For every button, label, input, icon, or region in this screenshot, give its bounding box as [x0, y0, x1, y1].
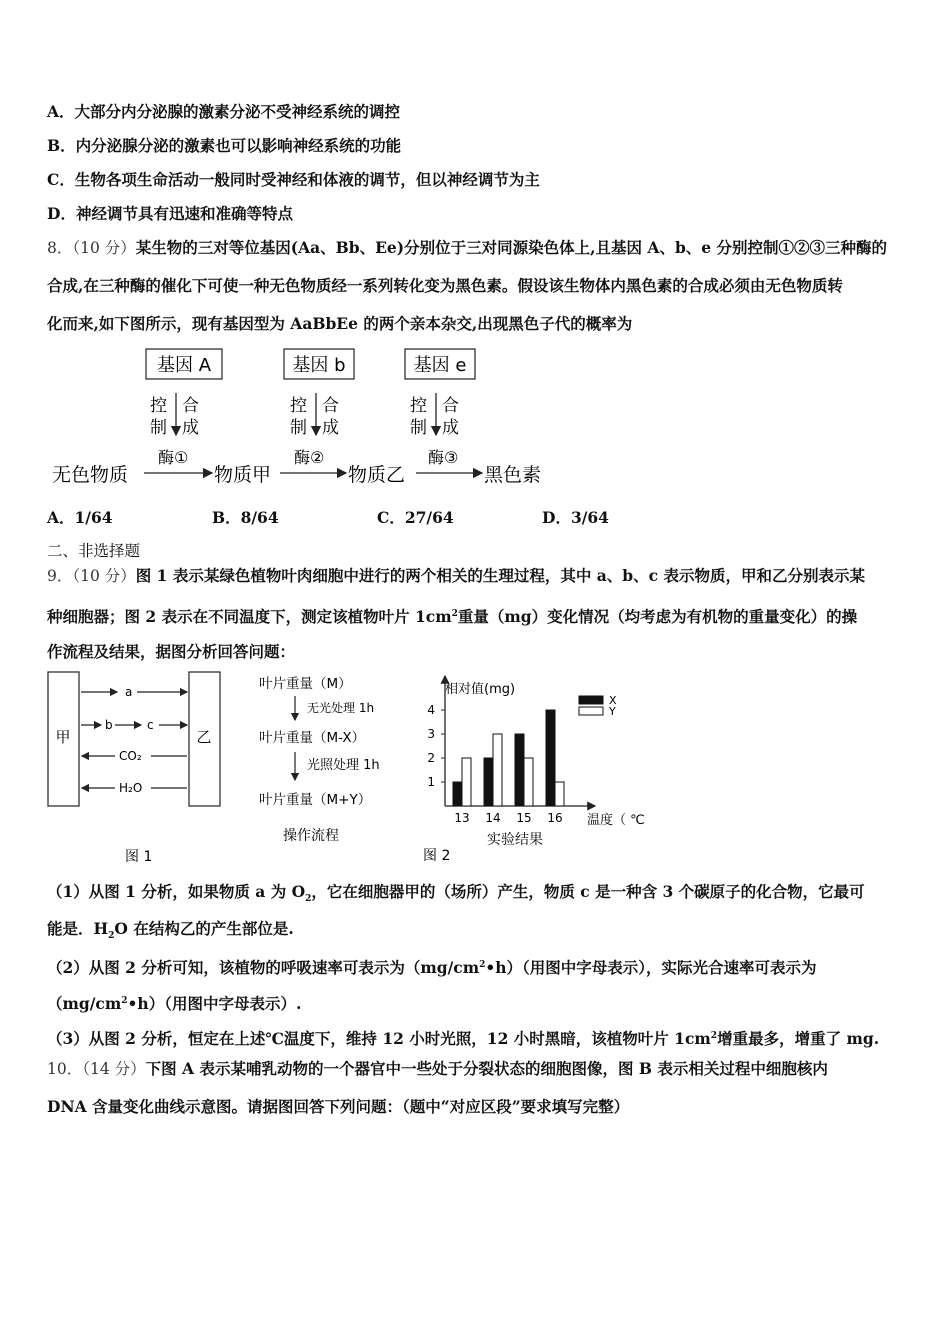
arrow-h2o [82, 781, 187, 795]
x-axis-label: 温度（ ℃ [587, 813, 645, 828]
control-arrow-2 [290, 393, 339, 438]
control-arrow-3 [410, 393, 459, 438]
x-tick-label: 14 [485, 811, 501, 825]
legend-x-swatch [579, 696, 603, 704]
substance-melanin: 黑色素 [484, 464, 542, 486]
q8-line-1: 8．（10 分）某生物的三对等位基因(Aa、Bb、Ee)分别位于三对同源染色体上,且基因 A、b、e 分别控制①②③三种酶的 [47, 238, 888, 257]
svg-text:合: 合 [182, 396, 199, 416]
legend-x-label: X [609, 694, 617, 707]
bar-x-15 [515, 734, 524, 806]
q9-figure-1 [45, 670, 230, 870]
svg-text:控: 控 [410, 396, 427, 416]
q8-option-a: A．1/64 [47, 508, 113, 527]
substance-yi: 物质乙 [348, 464, 406, 486]
gene-b-label: 基因 b [292, 355, 346, 376]
flow-step-5: 叶片重量（M+Y） [259, 792, 372, 808]
bar-x-13 [453, 782, 462, 806]
flow-step-4: 光照处理 1h [307, 758, 380, 773]
x-tick-label: 15 [516, 811, 532, 825]
gene-e-label: 基因 e [413, 355, 467, 376]
q10-line-2: DNA 含量变化曲线示意图。请据图回答下列问题：（题中“对应区段”要求填写完整） [47, 1097, 630, 1116]
figure-1-caption: 图 1 [125, 849, 153, 865]
bar-x-14 [484, 758, 493, 806]
q8-line-2: 合成,在三种酶的催化下可使一种无色物质经一系列转化变为黑色素。假设该生物体内黑色素的合成必须由无色物质转 [47, 276, 843, 295]
q7-option-d: D．神经调节具有迅速和准确等特点 [47, 204, 293, 223]
q9-number: 9．（10 分） [47, 567, 136, 585]
q10-line-1: 10．（14 分）下图 A 表示某哺乳动物的一个器官中一些处于分裂状态的细胞图像，图 B 表示相关过程中细胞核内 [47, 1059, 828, 1078]
svg-text:成: 成 [182, 418, 199, 438]
svg-text:b: b [105, 718, 113, 732]
q9-operation-flow [255, 670, 405, 850]
control-arrow-1 [150, 393, 199, 438]
bar-y-15 [524, 758, 533, 806]
bar-x-16 [546, 710, 555, 806]
svg-text:H₂O: H₂O [119, 781, 143, 795]
q9-sub2-line-2: $(mg/cm^2•h)$（用图中字母表示）. [47, 994, 302, 1014]
y-tick-label: 1 [427, 775, 435, 789]
bar-y-14 [493, 734, 502, 806]
svg-text:a: a [125, 685, 133, 699]
q8-option-b: B．8/64 [212, 508, 279, 527]
substance-colorless: 无色物质 [52, 464, 129, 486]
enzyme-1-label: 酶① [158, 448, 189, 467]
q8-number: 8．（10 分） [47, 239, 136, 257]
organelle-jia-label: 甲 [55, 728, 71, 746]
q7-option-a: A．大部分内分泌腺的激素分泌不受神经系统的调控 [47, 102, 401, 121]
bar-y-16 [555, 782, 564, 806]
organelle-yi-label: 乙 [196, 728, 212, 746]
q9-sub1-line-1: （1）从图 1 分析，如果物质 a 为 $O_2$，它在细胞器甲的（场所）产生，物质 c 是一种含 3 个碳原子的化合物，它最可 [47, 882, 865, 905]
svg-text:成: 成 [322, 418, 339, 438]
bar-y-13 [462, 758, 471, 806]
q9-line-2: 种细胞器；图 2 表示在不同温度下，测定该植物叶片 $1cm^2$重量（mg）变化情况（均考虑为有机物的重量变化）的操 [47, 607, 858, 627]
q7-option-b: B．内分泌腺分泌的激素也可以影响神经系统的功能 [47, 136, 402, 155]
svg-text:制: 制 [410, 418, 427, 438]
q8-option-c: C．27/64 [377, 508, 454, 527]
y-axis-label: 相对值(mg) [445, 682, 516, 697]
arrow-b-c [81, 718, 187, 732]
flow-caption: 操作流程 [283, 828, 339, 844]
legend-y-swatch [579, 707, 603, 715]
figure-2-caption: 图 2 [423, 848, 451, 864]
legend-y-label: Y [609, 705, 616, 718]
q9-sub1-line-2: 能是．$H_2O$ 在结构乙的产生部位是. [47, 919, 294, 942]
svg-text:合: 合 [442, 396, 459, 416]
q9-sub3-line: （3）从图 2 分析，恒定在上述℃温度下，维持 12 小时光照，12 小时黑暗，该植物叶片 $1cm^2$增重最多，增重了 mg. [47, 1029, 880, 1049]
svg-text:控: 控 [150, 396, 167, 416]
arrow-co2 [82, 749, 187, 763]
svg-text:制: 制 [150, 418, 167, 438]
svg-text:制: 制 [290, 418, 307, 438]
flow-step-2: 无光处理 1h [307, 701, 375, 715]
q9-line-1: 9．（10 分）图 1 表示某绿色植物叶肉细胞中进行的两个相关的生理过程，其中 a、b、c 表示物质，甲和乙分别表示某 [47, 566, 865, 585]
arrow-a [81, 685, 187, 699]
y-tick-label: 4 [427, 703, 435, 717]
enzyme-2-label: 酶② [294, 448, 325, 467]
flow-step-3: 叶片重量（M-X） [259, 730, 366, 746]
section-title: 二、非选择题 [47, 542, 141, 560]
q8-pathway-diagram [50, 345, 570, 495]
substance-jia: 物质甲 [214, 464, 272, 486]
y-tick-label: 3 [427, 727, 435, 741]
svg-text:CO₂: CO₂ [119, 749, 142, 763]
svg-text:成: 成 [442, 418, 459, 438]
svg-text:c: c [147, 718, 154, 732]
x-tick-label: 16 [547, 811, 563, 825]
flow-step-1: 叶片重量（M） [259, 676, 352, 692]
q8-line-3: 化而来,如下图所示，现有基因型为 AaBbEe 的两个亲本杂交,出现黑色子代的概率为 [47, 314, 633, 333]
x-tick-label: 13 [454, 811, 470, 825]
svg-text:合: 合 [322, 396, 339, 416]
gene-a-label: 基因 A [156, 355, 212, 376]
svg-text:控: 控 [290, 396, 307, 416]
y-tick-label: 2 [427, 751, 435, 765]
q10-number: 10．（14 分） [47, 1060, 146, 1078]
q9-line-3: 作流程及结果，据图分析回答问题： [47, 642, 296, 661]
q7-option-c: C．生物各项生命活动一般同时受神经和体液的调节，但以神经调节为主 [47, 170, 540, 189]
chart-caption: 实验结果 [487, 832, 543, 848]
q8-option-d: D．3/64 [542, 508, 609, 527]
q9-figure-2-chart [415, 668, 665, 868]
enzyme-3-label: 酶③ [428, 448, 459, 467]
q9-sub2-line-1: （2）从图 2 分析可知，该植物的呼吸速率可表示为$(mg/cm^2•h)$（用图中字母表示），实际光合速率可表示为 [47, 958, 817, 978]
